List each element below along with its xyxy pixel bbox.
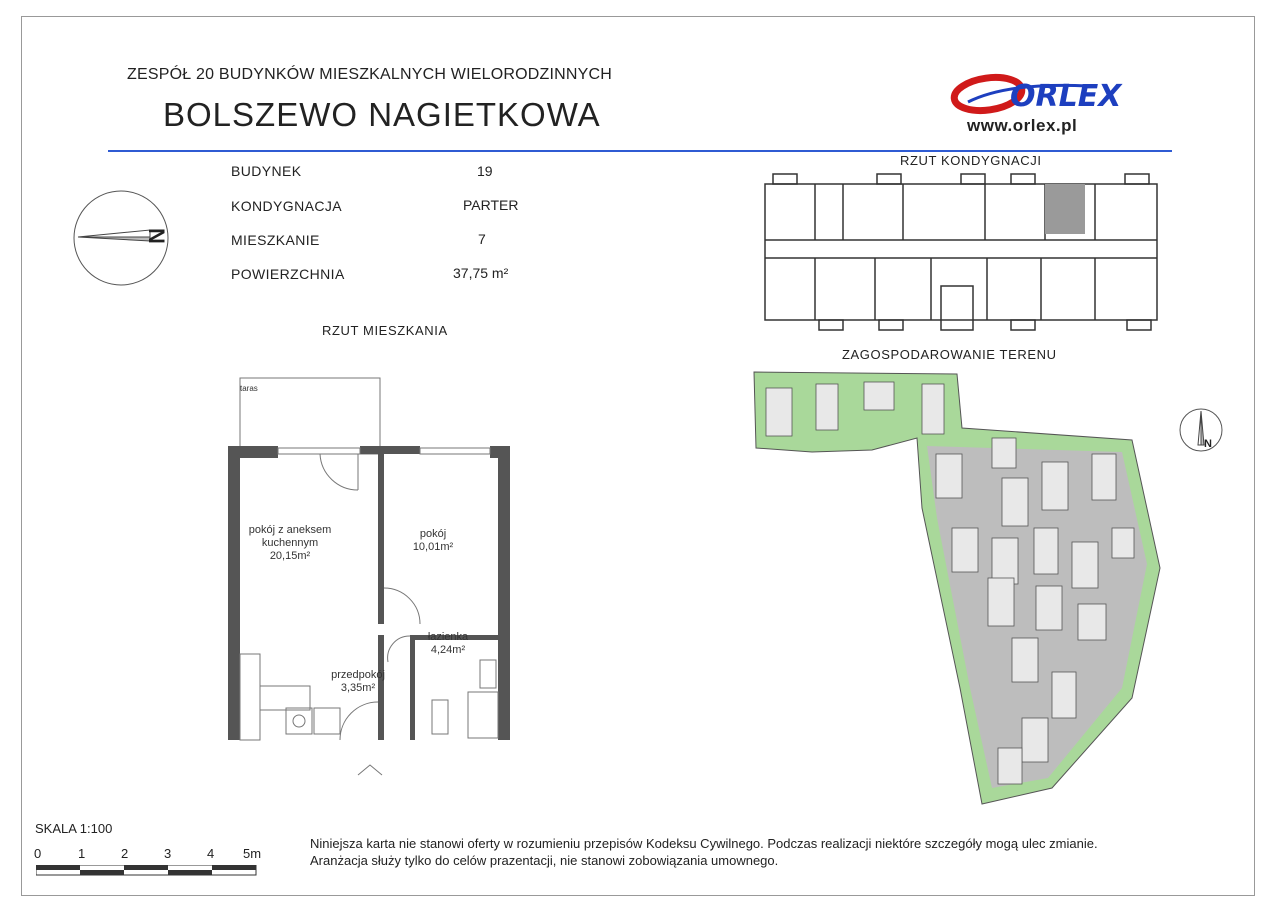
info-label-building: BUDYNEK [231, 163, 302, 179]
info-value-building: 19 [477, 163, 493, 179]
scale-tick-4: 4 [207, 846, 215, 861]
scale-bar [36, 864, 258, 882]
site-plan-map [752, 368, 1172, 813]
room-hall-area: 3,35m² [340, 682, 376, 694]
disclaimer-line-2: Aranżacja służy tylko do celów prazentacji, nie stanowi zobowiązania umownego. [310, 853, 779, 868]
floor-plan-title: RZUT KONDYGNACJI [900, 153, 1042, 168]
apartment-plan-title: RZUT MIESZKANIA [322, 323, 448, 338]
info-label-area: POWIERZCHNIA [231, 266, 345, 282]
room-living-name2: kuchennym [261, 537, 319, 549]
project-subtitle: ZESPÓŁ 20 BUDYNKÓW MIESZKALNYCH WIELORODZINNYCH [127, 66, 613, 83]
scale-tick-3: 3 [164, 846, 172, 861]
room-living-name: pokój z aneksem [248, 524, 332, 536]
disclaimer-line-1: Niniejsza karta nie stanowi oferty w rozumieniu przepisów Kodeksu Cywilnego. Podczas realizacji niektóre szczegóły mogą ulec zmianie. [310, 836, 1098, 851]
room-bathroom-name: łazienka [427, 631, 469, 643]
room-terrace-label: taras [240, 384, 258, 393]
building-floor-plan [755, 168, 1165, 345]
highlighted-apartment [1045, 184, 1085, 234]
room-bedroom-area: 10,01m² [412, 541, 454, 553]
info-label-apartment: MIESZKANIE [231, 232, 320, 248]
scale-tick-2: 2 [121, 846, 129, 861]
room-bathroom-area: 4,24m² [430, 644, 466, 656]
header-divider [108, 150, 1172, 152]
info-value-floor: PARTER [463, 197, 519, 213]
apartment-floor-plan [210, 370, 520, 785]
room-living-area: 20,15m² [269, 550, 311, 562]
logo-text: ORLEX [1010, 79, 1122, 114]
room-hall [324, 669, 392, 695]
site-compass-north-label: N [1204, 438, 1212, 450]
scale-tick-0: 0 [34, 846, 42, 861]
room-bedroom-name: pokój [419, 528, 447, 540]
project-title: BOLSZEWO NAGIETKOWA [163, 96, 601, 133]
info-value-area: 37,75 m² [453, 265, 509, 281]
compass-north-label: N [143, 228, 169, 244]
site-compass-icon [1178, 405, 1224, 460]
scale-label: SKALA 1:100 [35, 821, 113, 836]
compass-icon [70, 190, 176, 293]
website-link[interactable]: www.orlex.pl [967, 116, 1078, 135]
room-hall-name: przedpokój [331, 669, 385, 681]
info-label-floor: KONDYGNACJA [231, 198, 342, 214]
site-plan-title: ZAGOSPODAROWANIE TERENU [842, 347, 1057, 362]
scale-tick-5: 5m [243, 846, 262, 861]
room-bedroom [405, 528, 461, 554]
info-value-apartment: 7 [478, 231, 486, 247]
room-bathroom [420, 631, 476, 657]
scale-tick-1: 1 [78, 846, 86, 861]
room-living [240, 524, 340, 563]
